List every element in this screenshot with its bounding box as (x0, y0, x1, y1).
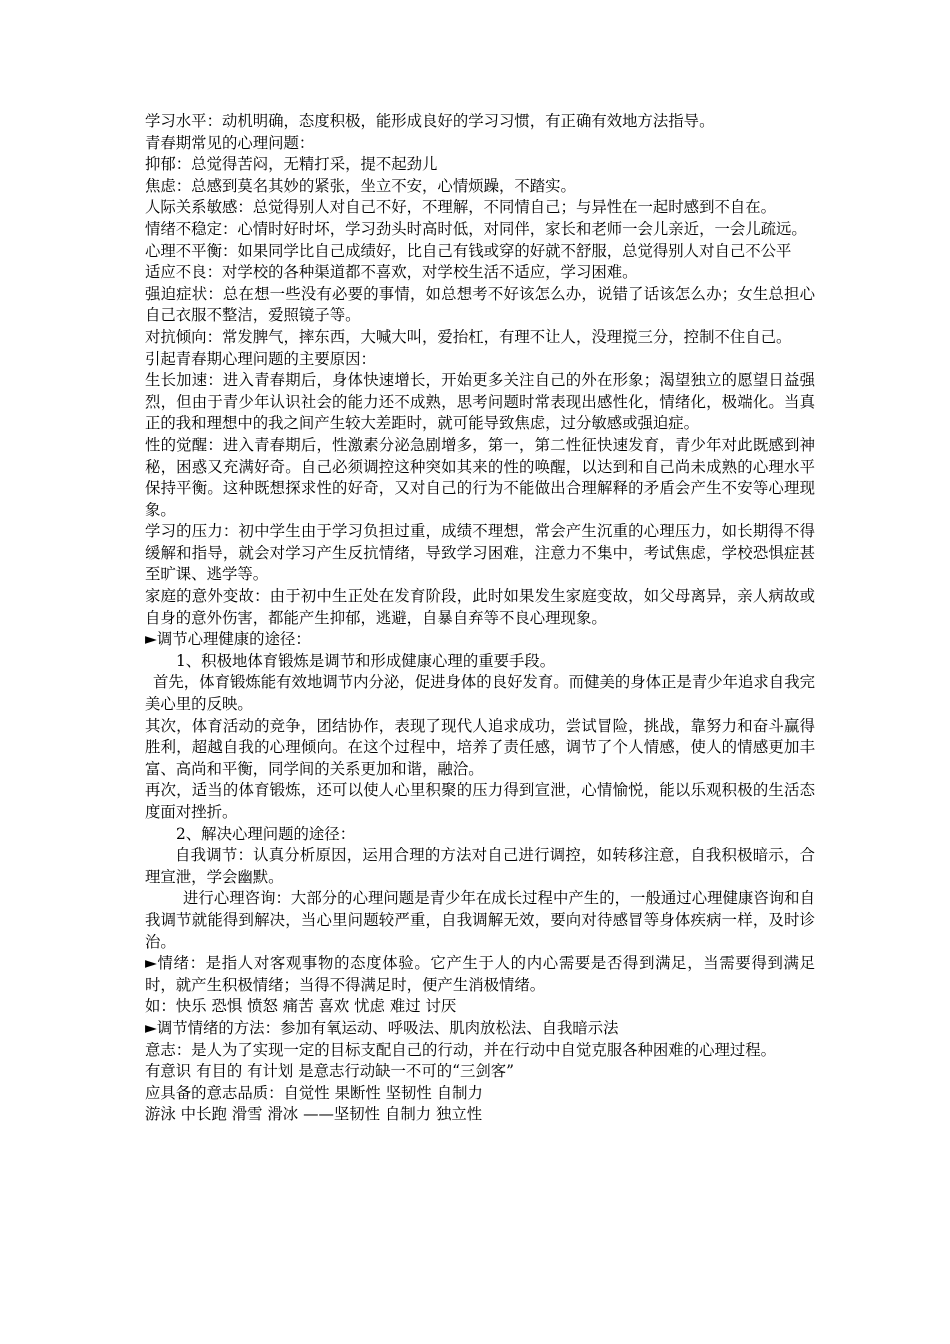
paragraph-will-qualities: 应具备的意志品质：自觉性 果断性 坚韧性 自制力 (145, 1083, 483, 1102)
paragraph-emotion-examples: 如：快乐 恐惧 愤怒 痛苦 喜欢 忧虑 难过 讨厌 (145, 997, 457, 1016)
paragraph-depression: 抑郁：总觉得苦闷，无精打采，提不起劲儿 (145, 155, 438, 174)
paragraph-will: 意志：是人为了实现一定的目标支配自己的行动，并在行动中自觉克服各种困难的心理过程。 (145, 1040, 777, 1059)
paragraph-emotional-instability: 情绪不稳定：心情时好时坏，学习劲头时高时低，对同伴，家长和老师一会儿亲近，一会儿疏远。 (145, 219, 807, 238)
item-solve-problems: 2、解决心理问题的途径： (176, 824, 356, 843)
paragraph-growth: 生长加速：进入青春期后，身体快速增长，开始更多关注自己的外在形象；渴望独立的愿望日益强烈，但由于青少年认识社会的能力还不成熟，思考问题时常表现出感性化，情绪化，极端化。当真正的我和理想中的我之间产生较大差距时，就可能导致焦虑，过分敏感或强迫症。 (145, 371, 815, 433)
paragraph-third: 再次，适当的体育锻炼，还可以使人心里积聚的压力得到宣泄，心情愉悦，能以乐观积极的生活态度面对挫折。 (145, 781, 815, 821)
paragraph-counseling: 进行心理咨询：大部分的心理问题是青少年在成长过程中产生的，一般通过心理健康咨询和自我调节就能得到解决，当心里问题较严重，自我调解无效，要向对待感冒等身体疾病一样，及时诊治。 (145, 889, 815, 951)
paragraph-study-level: 学习水平：动机明确，态度积极，能形成良好的学习习惯，有正确有效地方法指导。 (145, 112, 715, 130)
paragraph-self-adjust: 自我调节：认真分析原因，运用合理的方法对自己进行调控，如转移注意，自我积极暗示，合理宣泄，学会幽默。 (145, 846, 815, 886)
paragraph-maladjustment: 适应不良：对学校的各种渠道都不喜欢，对学校生活不适应，学习困难。 (145, 263, 638, 282)
paragraph-opposition: 对抗倾向：常发脾气，摔东西，大喊大叫，爱抬杠，有理不让人，没理搅三分，控制不住自己。 (145, 327, 792, 346)
paragraph-awakening: 性的觉醒：进入青春期后，性激素分泌急剧增多，第一，第二性征快速发育，青少年对此既感到神秘，困惑又充满好奇。自己必须调控这种突如其来的性的唤醒，以达到和自己尚未成熟的心理水平保持平衡。这种既想探求性的好奇，又对自己的行为不能做出合理解释的矛盾会产生不安等心理现象。 (145, 435, 815, 519)
paragraph-three-musketeers: 有意识 有目的 有计划 是意志行动缺一不可的“三剑客” (145, 1062, 515, 1081)
paragraph-first: 首先，体育锻炼能有效地调节内分泌，促进身体的良好发育。而健美的身体正是青少年追求自我完美心里的反映。 (145, 673, 815, 714)
paragraph-sports: 游泳 中长跑 滑雪 滑冰 ——坚韧性 自制力 独立性 (145, 1105, 483, 1124)
paragraph-emotion: ►情绪：是指人对客观事物的态度体验。它产生于人的内心需要是否得到满足，当需要得到满足时，就产生积极情绪；当得不得满足时，便产生消极情绪。 (145, 954, 815, 994)
paragraph-imbalance: 心理不平衡：如果同学比自己成绩好，比自己有钱或穿的好就不舒服，总觉得别人对自己不公平 (145, 241, 792, 260)
paragraph-second: 其次，体育活动的竞争，团结协作，表现了现代人追求成功，尝试冒险，挑战，靠努力和奋斗赢得胜利，超越自我的心理倾向。在这个过程中，培养了责任感，调节了个人情感，使人的情感更加丰富、高尚和平衡，同学间的关系更加和谐，融洽。 (145, 716, 815, 778)
document-body (145, 111, 815, 1126)
paragraph-emotion-methods: ►调节情绪的方法：参加有氧运动、呼吸法、肌肉放松法、自我暗示法 (145, 1018, 619, 1037)
paragraph-anxiety: 焦虑：总感到莫名其妙的紧张，坐立不安，心情烦躁，不踏实。 (145, 176, 576, 195)
heading-main-causes: 引起青春期心理问题的主要原因： (145, 349, 376, 368)
item-exercise: 1、积极地体育锻炼是调节和形成健康心理的重要手段。 (176, 651, 556, 670)
paragraph-interpersonal: 人际关系敏感：总觉得别人对自己不好，不理解，不同情自己；与异性在一起时感到不自在。 (145, 198, 777, 217)
paragraph-family-changes: 家庭的意外变故：由于初中生正处在发育阶段，此时如果发生家庭变故，如父母离异，亲人病故或自身的意外伤害，都能产生抑郁，逃避，自暴自弃等不良心理现象。 (145, 587, 815, 627)
heading-common-problems: 青春期常见的心理问题： (145, 133, 315, 152)
paragraph-compulsive: 强迫症状：总在想一些没有必要的事情，如总想考不好该怎么办，说错了话该怎么办；女生总担心自己衣服不整洁，爱照镜子等。 (145, 284, 815, 325)
paragraph-study-pressure: 学习的压力：初中学生由于学习负担过重，成绩不理想，常会产生沉重的心理压力，如长期得不得缓解和指导，就会对学习产生反抗情绪，导致学习困难，注意力不集中，考试焦虑，学校恐惧症甚至旷课、逃学等。 (145, 522, 815, 584)
heading-regulate-health: ►调节心理健康的途径： (145, 630, 311, 649)
